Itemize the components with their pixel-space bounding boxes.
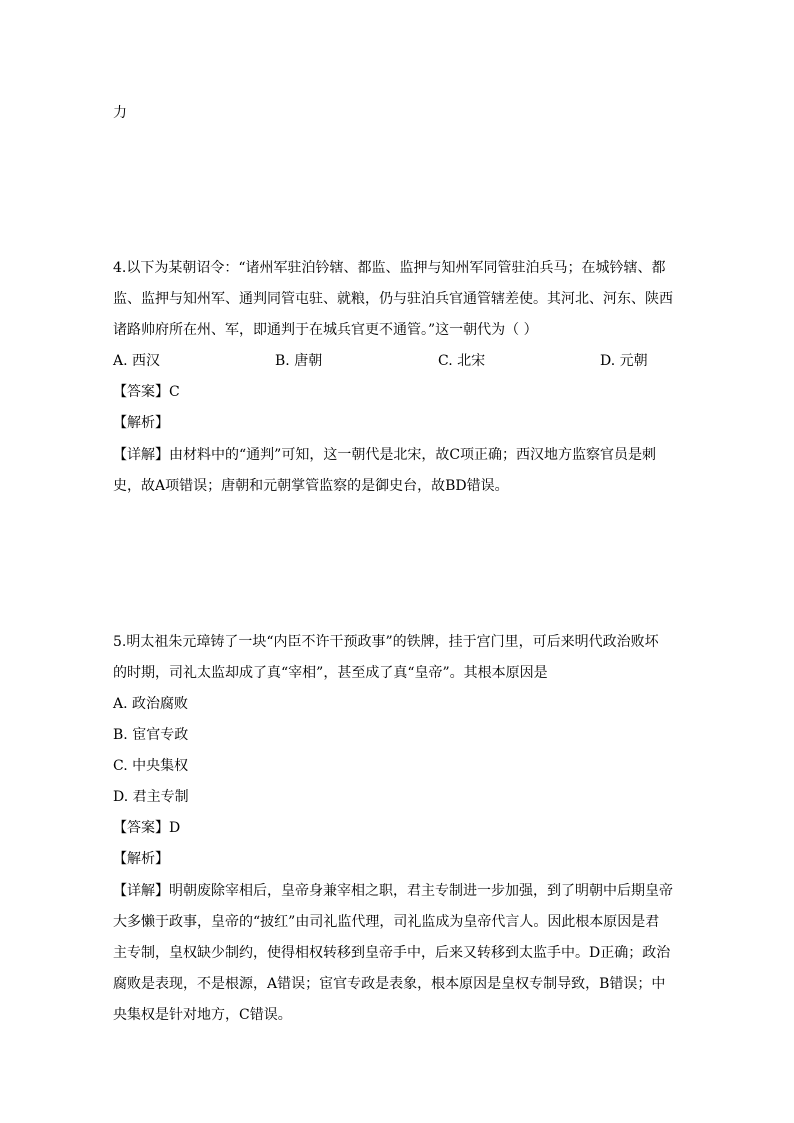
q5-detail-line-1: 【详解】明朝废除宰相后，皇帝身兼宰相之职，君主专制进一步加强，到了明朝中后期皇帝 — [113, 883, 673, 899]
previous-question-fragment: 力 — [113, 105, 127, 121]
q4-detail-line-1: 【详解】由材料中的“通判”可知，这一朝代是北宋，故C项正确；西汉地方监察官员是刺 — [113, 447, 657, 463]
q5-stem-line-2: 的时期，司礼太监却成了真“宰相”，甚至成了真“皇帝”。其根本原因是 — [113, 665, 548, 681]
q5-option-c: C. 中央集权 — [113, 758, 189, 774]
q4-stem-line-1: 4.以下为某朝诏令：“诸州军驻泊钤辖、都监、监押与知州军同管驻泊兵马；在城钤辖、都 — [113, 260, 666, 276]
q5-analysis-label: 【解析】 — [113, 851, 169, 867]
q4-answer: 【答案】C — [113, 384, 180, 400]
q4-stem-line-3: 诸路帅府所在州、军，即通判于在城兵官更不通管。”这一朝代为（ ） — [113, 322, 538, 338]
q4-detail-line-2: 史，故A项错误；唐朝和元朝掌管监察的是御史台，故BD错误。 — [113, 478, 509, 494]
q4-option-a: A. 西汉 — [113, 353, 161, 369]
q5-answer: 【答案】D — [113, 820, 181, 836]
q4-option-d: D. 元朝 — [600, 353, 648, 369]
q4-stem-line-2: 监、监押与知州军、通判同管屯驻、就粮，仍与驻泊兵官通管辖差使。其河北、河东、陕西 — [113, 291, 673, 307]
q5-stem-line-1: 5.明太祖朱元璋铸了一块“内臣不许干预政事”的铁牌，挂于宫门里，可后来明代政治败坏 — [113, 634, 659, 650]
q5-option-d: D. 君主专制 — [113, 789, 189, 805]
q5-detail-line-3: 主专制，皇权缺少制约，使得相权转移到皇帝手中，后来又转移到太监手中。D正确；政治 — [113, 945, 671, 961]
q5-option-a: A. 政治腐败 — [113, 696, 189, 712]
q5-detail-line-5: 央集权是针对地方，C错误。 — [113, 1007, 292, 1023]
q5-detail-line-4: 腐败是表现，不是根源，A错误；宦官专政是表象，根本原因是皇权专制导致，B错误；中 — [113, 976, 666, 992]
q4-option-b: B. 唐朝 — [275, 353, 323, 369]
q5-detail-line-2: 大多懒于政事，皇帝的“披红”由司礼监代理，司礼监成为皇帝代言人。因此根本原因是君 — [113, 914, 660, 930]
q4-option-c: C. 北宋 — [438, 353, 486, 369]
q5-option-b: B. 宦官专政 — [113, 727, 189, 743]
q4-analysis-label: 【解析】 — [113, 415, 169, 431]
